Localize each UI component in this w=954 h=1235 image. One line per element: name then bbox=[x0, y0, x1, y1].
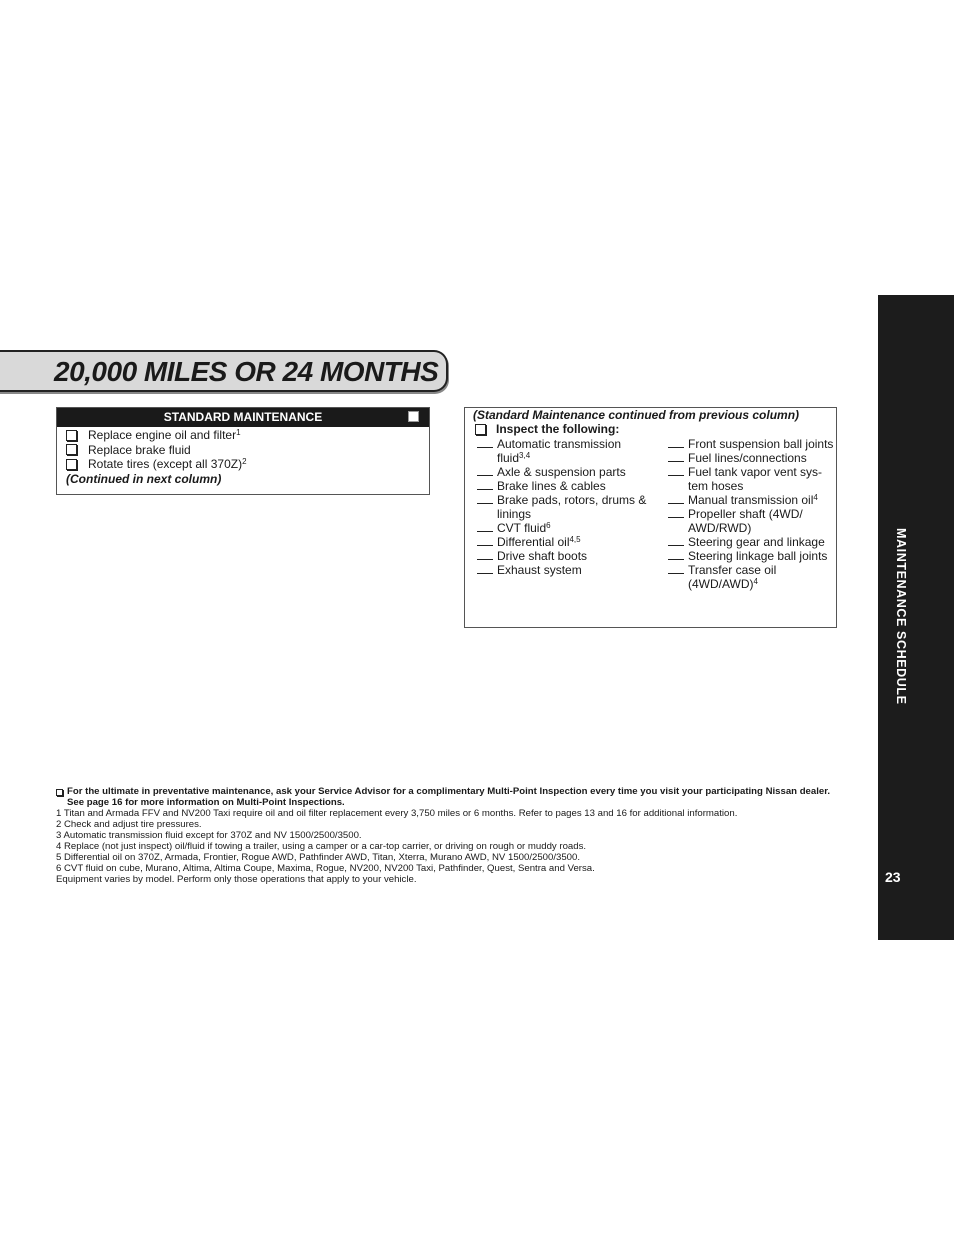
blank-line bbox=[668, 549, 684, 560]
blank-line bbox=[668, 493, 684, 504]
blank-line bbox=[477, 563, 493, 574]
footnote-3: 3 Automatic transmission fluid except for 370Z and NV 1500/2500/3500. bbox=[56, 830, 362, 841]
footnote-4: 4 Replace (not just inspect) oil/fluid if towing a trailer, using a camper or a car-top carrier, or driving on rough or muddy roads. bbox=[56, 841, 587, 852]
blank-line bbox=[477, 437, 493, 448]
list-item bbox=[66, 457, 429, 472]
list-item: Fuel lines/connections bbox=[668, 451, 838, 465]
inspect-right-column bbox=[668, 437, 838, 591]
list-item: Steering gear and linkage bbox=[668, 535, 838, 549]
continued-note: (Continued in next column) bbox=[66, 471, 222, 486]
blank-line bbox=[668, 465, 684, 476]
standard-maintenance-header-label: STANDARD MAINTENANCE bbox=[163, 410, 323, 424]
list-item: Steering linkage ball joints bbox=[668, 549, 838, 563]
continued-maintenance-box bbox=[464, 407, 837, 628]
standard-maintenance-box bbox=[56, 407, 430, 495]
blank-line bbox=[477, 535, 493, 546]
list-item: Axle & suspension parts bbox=[477, 465, 657, 479]
standard-maintenance-list bbox=[57, 427, 429, 486]
footnote-2: 2 Check and adjust tire pressures. bbox=[56, 819, 202, 830]
standard-maintenance-header bbox=[57, 408, 429, 427]
list-item: CVT fluid$^6$ bbox=[477, 521, 657, 535]
page-number: 23 bbox=[885, 869, 901, 885]
blank-line bbox=[668, 563, 684, 574]
checkbox-icon bbox=[66, 459, 77, 470]
item-text: Rotate tires (except all 370Z)$^2$ bbox=[88, 457, 247, 471]
checkbox-icon bbox=[66, 430, 77, 441]
item-text: Replace engine oil and filter$^1$ bbox=[88, 428, 241, 442]
list-item: Transfer case oil $(4WD/AWD)^4$ bbox=[668, 563, 838, 591]
checkbox-icon bbox=[475, 424, 486, 435]
blank-line bbox=[668, 535, 684, 546]
footnote-6: 6 CVT fluid on cube, Murano, Altima, Altima Coupe, Maxima, Rogue, NV200, NV200 Taxi, Pathfinder, Quest, Sentra and Versa. bbox=[56, 863, 595, 874]
list-item bbox=[66, 443, 429, 458]
blank-line bbox=[477, 521, 493, 532]
inspect-label: Inspect the following: bbox=[496, 422, 620, 436]
blank-line bbox=[668, 507, 684, 518]
footnote-intro bbox=[56, 786, 846, 808]
checkbox-icon bbox=[56, 789, 63, 796]
page-title: 20,000 MILES OR 24 MONTHS bbox=[54, 356, 439, 387]
list-item: Automatic transmission fluid$^{3,4}$ bbox=[477, 437, 657, 465]
list-item: Differential oil$^{4,5}$ bbox=[477, 535, 657, 549]
footnote-5: 5 Differential oil on 370Z, Armada, Frontier, Rogue AWD, Pathfinder AWD, Titan, Xterra, Murano AWD, NV 1500/2500/3500. bbox=[56, 852, 581, 863]
list-item: Drive shaft boots bbox=[477, 549, 657, 563]
list-item: Brake lines & cables bbox=[477, 479, 657, 493]
blank-line bbox=[668, 437, 684, 448]
checkbox-icon bbox=[66, 444, 77, 455]
list-item: Fuel tank vapor vent sys-tem hoses bbox=[668, 465, 838, 493]
continued-box-title: (Standard Maintenance continued from previous column) bbox=[473, 408, 800, 422]
blank-line bbox=[477, 479, 493, 490]
list-item: Exhaust system bbox=[477, 563, 657, 577]
blank-line bbox=[668, 451, 684, 462]
item-text: Replace brake fluid bbox=[88, 442, 191, 457]
blank-line bbox=[477, 465, 493, 476]
list-item: Brake pads, rotors, drums & linings bbox=[477, 493, 657, 521]
inspect-heading bbox=[475, 422, 619, 436]
footnotes bbox=[56, 786, 846, 885]
list-item bbox=[66, 428, 429, 443]
header-checkbox-icon bbox=[408, 411, 419, 422]
section-label: MAINTENANCE SCHEDULE bbox=[894, 528, 908, 705]
footnote-intro-text: For the ultimate in preventative maintenance, ask your Service Advisor for a complimentary Multi-Point Inspection every time you visit your participating Nissan dealer. See page 16 for more information on Multi-Point Inspections. bbox=[67, 786, 831, 808]
list-item: Front suspension ball joints bbox=[668, 437, 838, 451]
footnote-equipment: Equipment varies by model. Perform only those operations that apply to your vehicle. bbox=[56, 874, 417, 885]
footnote-1: 1 Titan and Armada FFV and NV200 Taxi require oil and oil filter replacement every 3,750 miles or 6 months. Refer to pages 13 and 16 for additional information. bbox=[56, 808, 738, 819]
list-item: Manual transmission oil$^4$ bbox=[668, 493, 838, 507]
list-item: Propeller shaft (4WD/ AWD/RWD) bbox=[668, 507, 838, 535]
inspect-left-column bbox=[477, 437, 657, 577]
blank-line bbox=[477, 493, 493, 504]
blank-line bbox=[477, 549, 493, 560]
title-banner bbox=[0, 350, 448, 392]
